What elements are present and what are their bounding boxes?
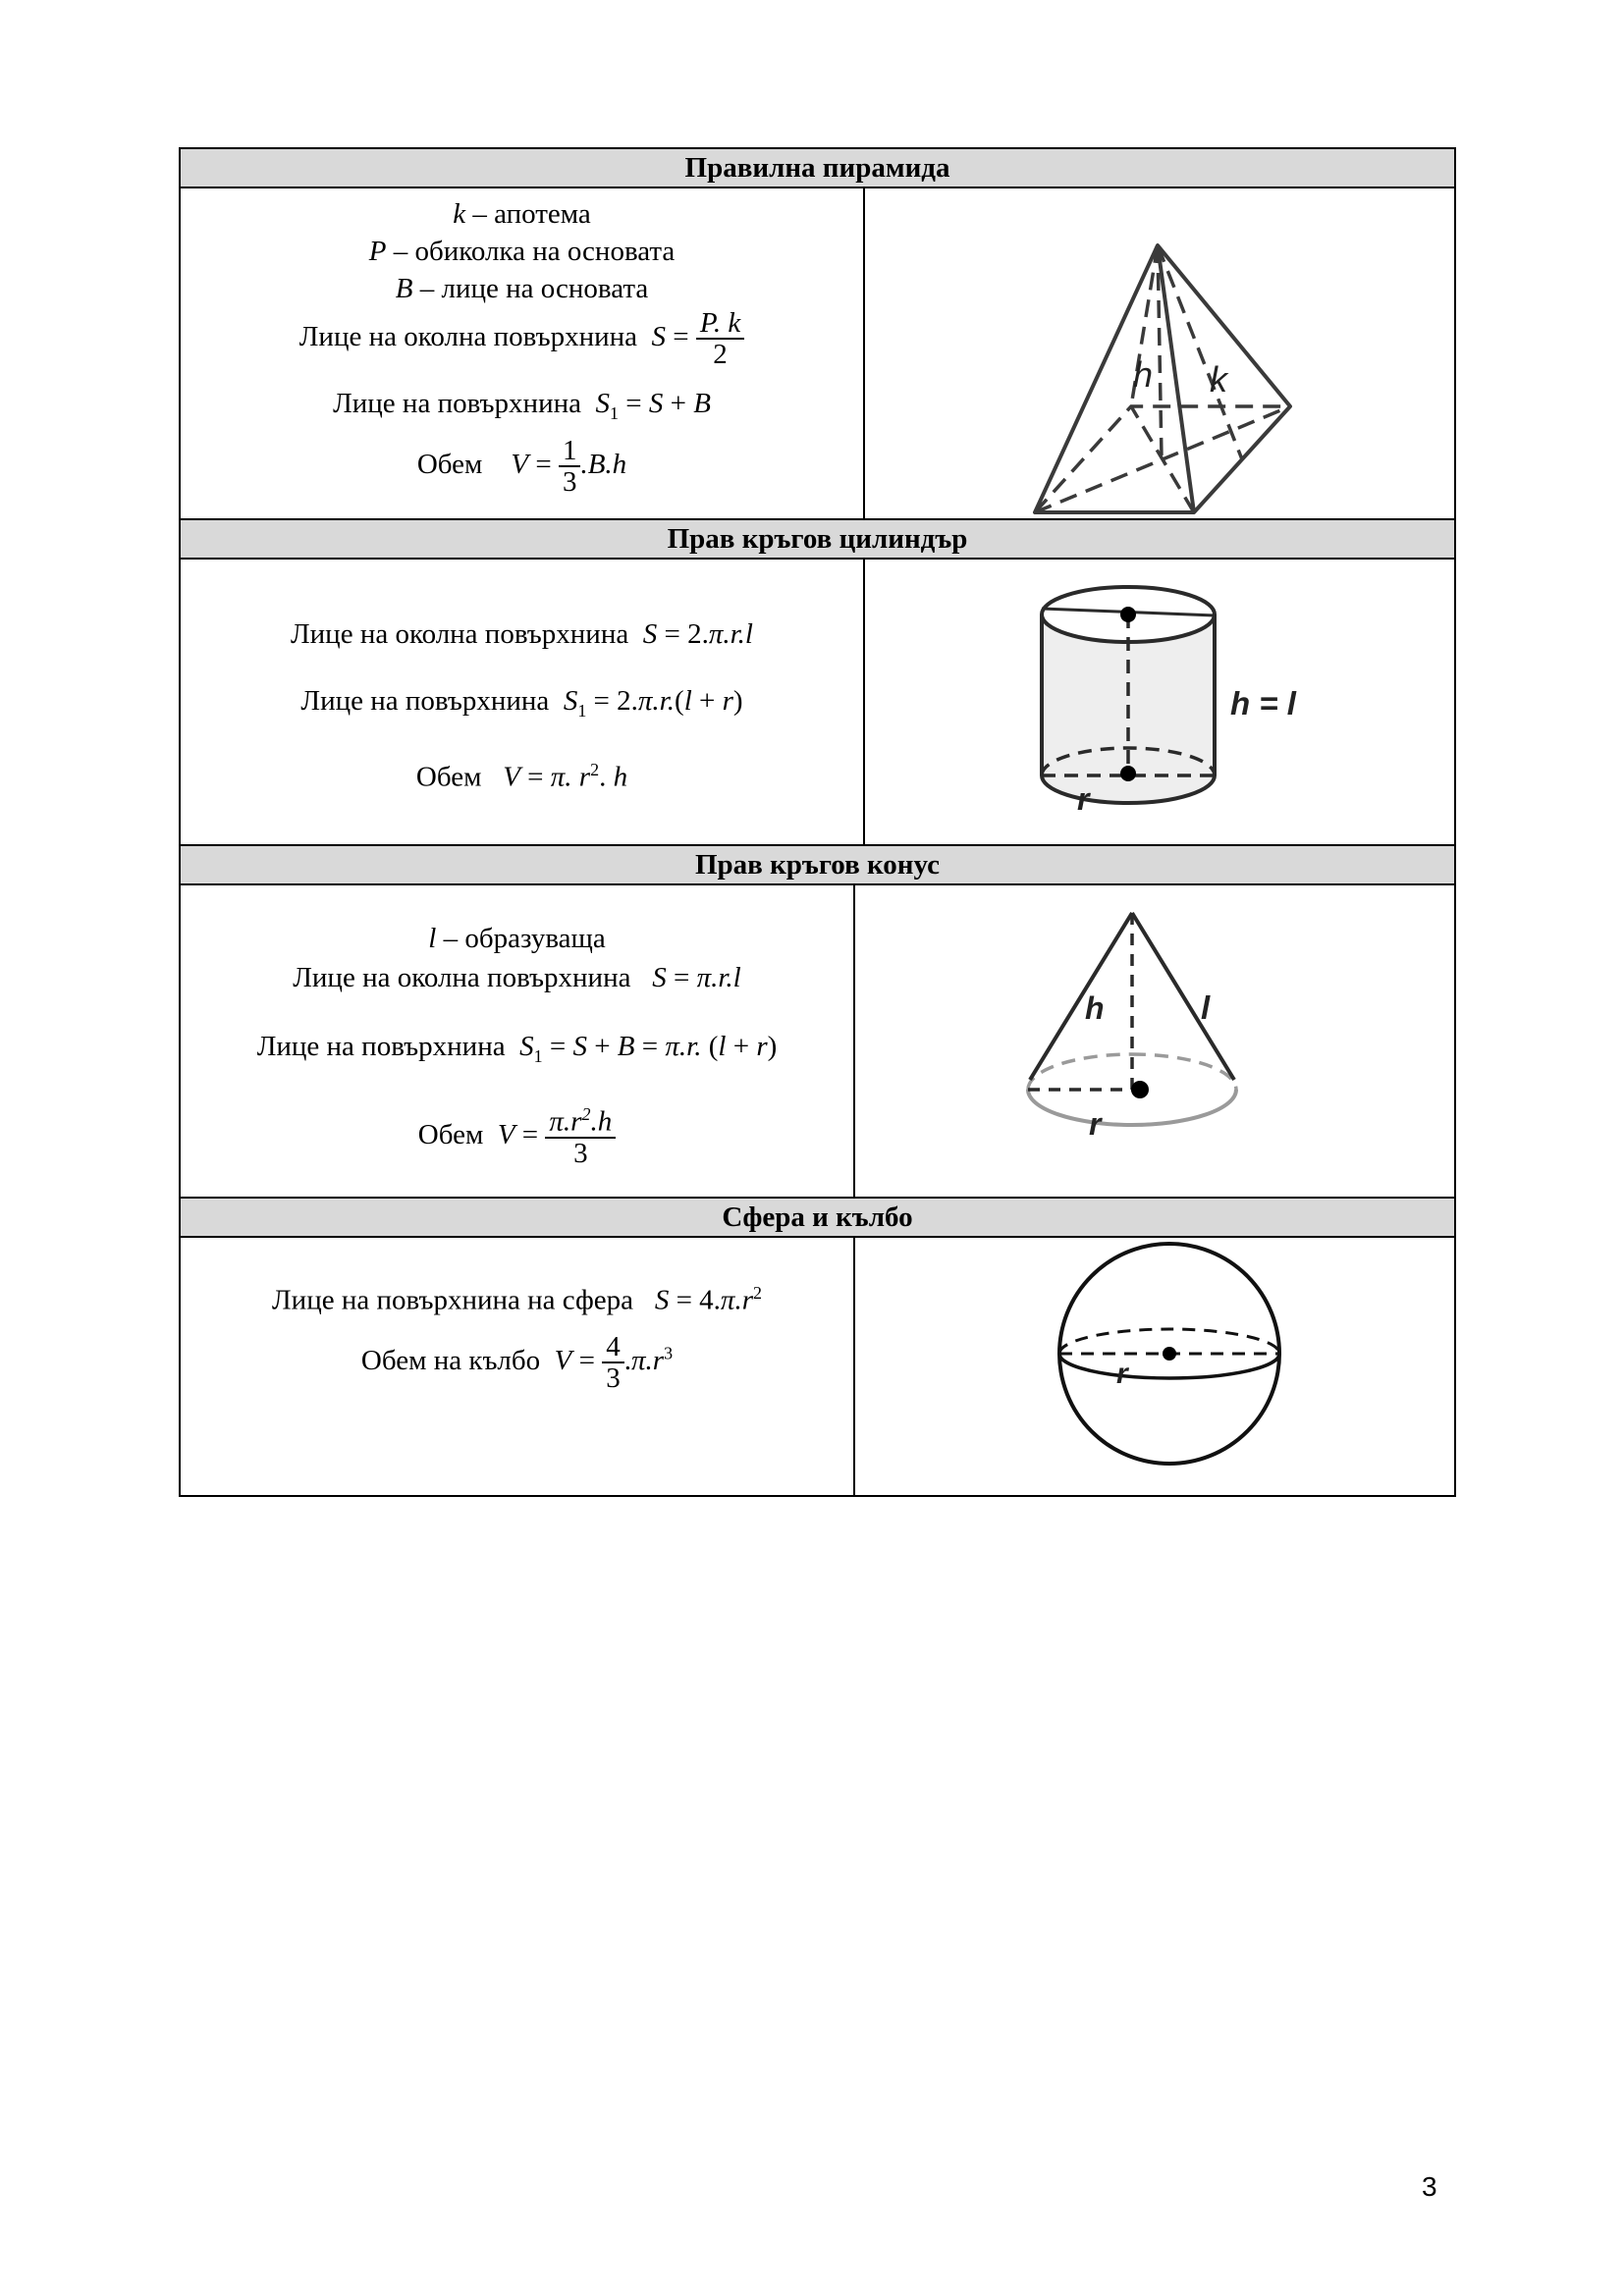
cone-figure: [855, 885, 1454, 1197]
sphere-surface-formula: Лице на повърхнина на сфера $S = 4.\pi.r^2$: [272, 1283, 762, 1316]
b-definition: B – лице на основата: [395, 273, 649, 304]
cone-formulas: [181, 885, 855, 1197]
sphere-header: Сфера и кълбо: [181, 1199, 1454, 1238]
cone-surface-formula: Лице на повърхнина $S_1 = S + B = \pi.r$. (l + r): [256, 1031, 778, 1066]
sphere-center-dot: [1163, 1347, 1176, 1361]
cylinder-label-r: r: [1077, 781, 1090, 817]
cone-center-dot: [1131, 1081, 1149, 1098]
pyramid-figure: [865, 188, 1454, 518]
sphere-figure: [855, 1238, 1454, 1495]
pyramid-row: [181, 188, 1454, 520]
cylinder-top-center-dot: [1120, 607, 1136, 622]
sphere-figure-cell: [855, 1238, 1454, 1495]
l-definition: l – образуваща: [428, 923, 606, 954]
sphere-row: [181, 1238, 1454, 1495]
k-definition: k – апотема: [453, 198, 591, 230]
sphere-label-r: r: [1116, 1358, 1128, 1390]
cylinder-row: [181, 560, 1454, 846]
cylinder-figure: [865, 560, 1454, 844]
sphere-formulas: [181, 1238, 855, 1495]
page-number: 3: [1422, 2171, 1437, 2202]
sphere-volume-formula: Обем на кълбо V = $\frac{4}{3}$ $.\pi.r^3$: [360, 1331, 674, 1395]
p-definition: P – обиколка на основата: [368, 236, 676, 267]
pyramid-volume-formula: Обем V = $\frac{1}{3}$ .B.h: [416, 435, 627, 499]
pyramid-figure-cell: [865, 188, 1454, 518]
pyramid-label-h: h: [1133, 354, 1154, 395]
cone-label-l: l: [1201, 989, 1211, 1026]
formula-table: [179, 147, 1456, 1497]
cylinder-figure-cell: [865, 560, 1454, 844]
cone-label-h: h: [1085, 990, 1105, 1026]
cylinder-lateral-formula: Лице на околна повърхнина S = 2.π.r.l: [290, 618, 753, 650]
cone-lateral-formula: Лице на околна повърхнина S = π.r.l: [293, 962, 741, 993]
cone-row: [181, 885, 1454, 1199]
pyramid-surface-formula: Лице на повърхнина $S_1 = S + B$: [333, 388, 711, 423]
pyramid-lateral-formula: Лице на околна повърхнина S = $\frac{P. k}{2}$: [181, 308, 863, 370]
cone-label-r: r: [1089, 1106, 1102, 1142]
pyramid-label-k: k: [1210, 359, 1227, 400]
cone-base-front-arc: [1028, 1090, 1236, 1125]
cylinder-label-hl: h = l: [1230, 685, 1296, 721]
pyramid-header: Правилна пирамида: [181, 149, 1454, 188]
cylinder-header: Прав кръгов цилиндър: [181, 520, 1454, 560]
cone-right-slant: [1132, 913, 1234, 1080]
cylinder-bottom-center-dot: [1120, 766, 1136, 781]
cylinder-surface-formula: Лице на повърхнина $S_1 = 2.\pi.r.(l + r)$: [300, 685, 743, 721]
cone-volume-formula: Обем V = $\frac{\pi.r^2.h}{3}$: [181, 1105, 853, 1169]
cone-figure-cell: [855, 885, 1454, 1197]
pyramid-formulas: [181, 188, 865, 518]
cylinder-formulas: [181, 560, 865, 844]
cylinder-volume-formula: Обем V = π. $r^2$. h: [415, 760, 628, 793]
cone-header: Прав кръгов конус: [181, 846, 1454, 885]
